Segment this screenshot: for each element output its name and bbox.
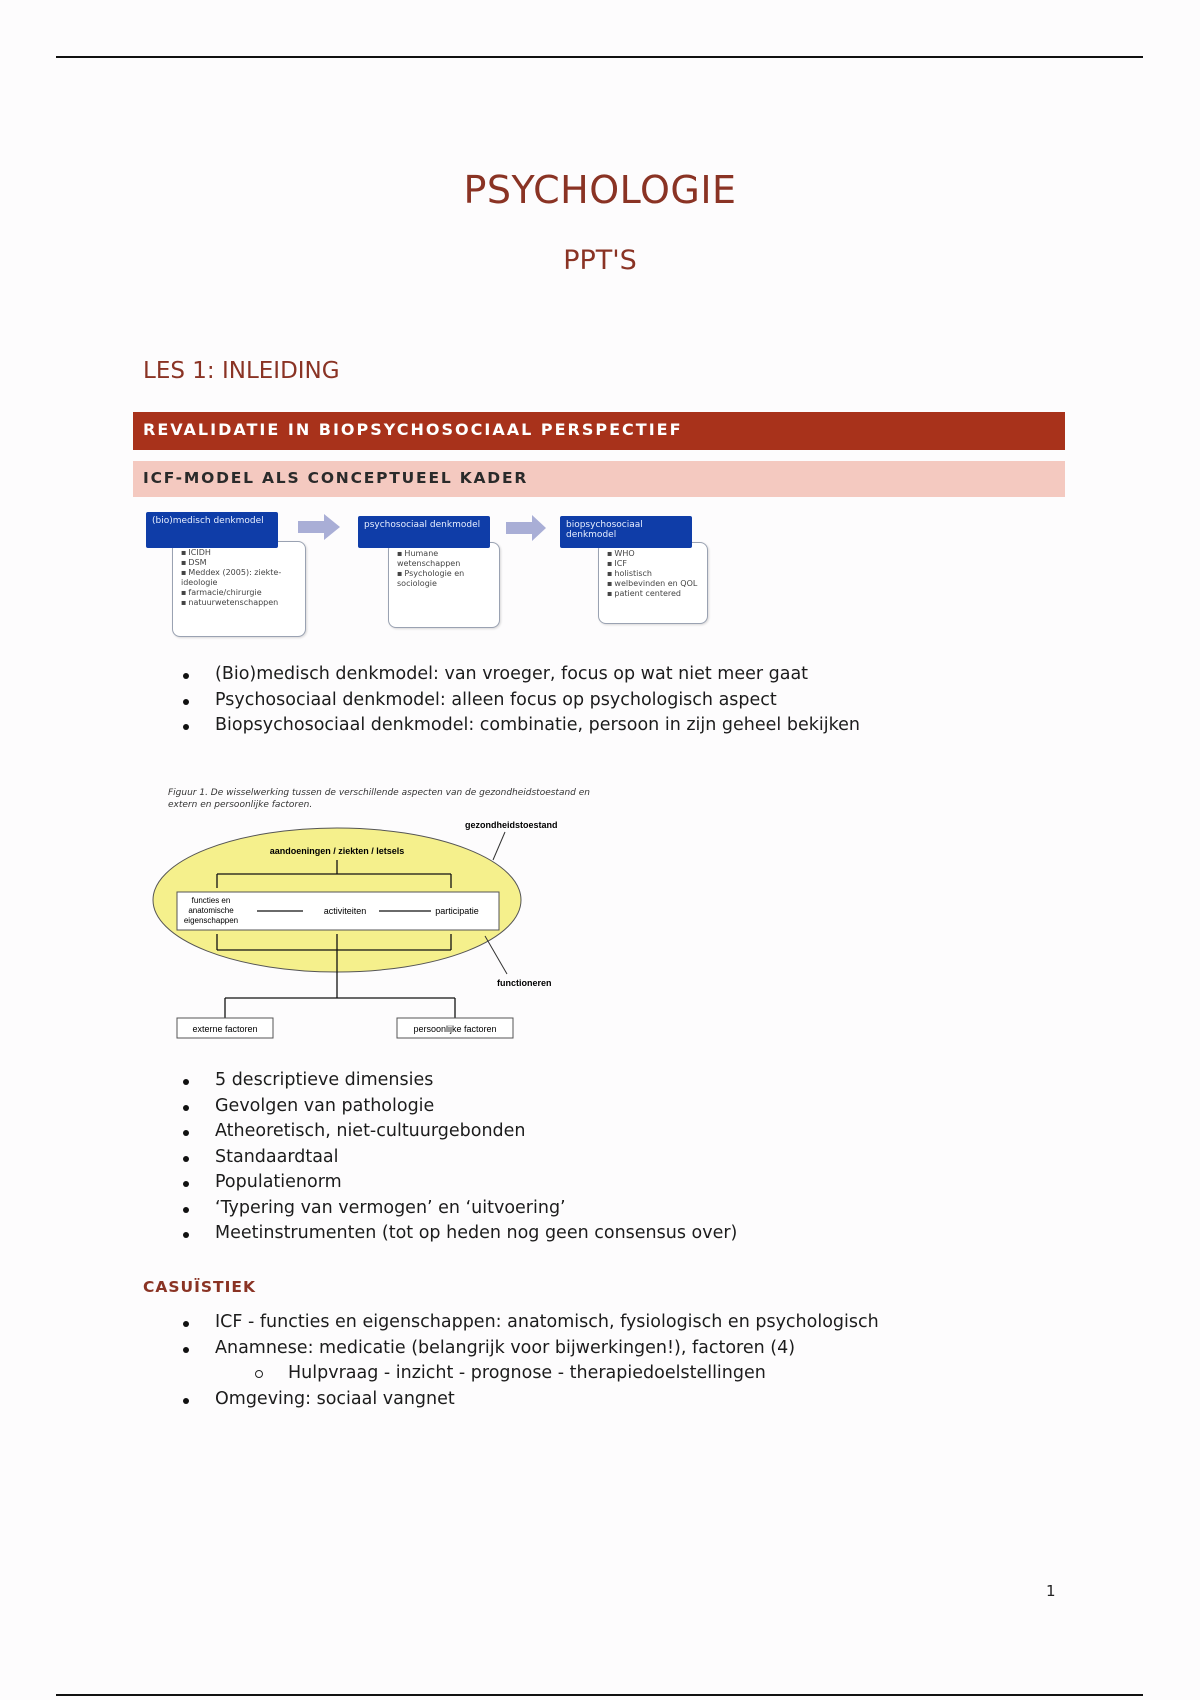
list-item: Meetinstrumenten (tot op heden nog geen consensus over) — [170, 1221, 737, 1247]
label-functions: functies en anatomische eigenschappen — [183, 896, 239, 925]
label-activities: activiteiten — [323, 906, 367, 916]
subsection-heading-bar: ICF-MODEL ALS CONCEPTUEEL KADER — [133, 461, 1065, 497]
model-item: ▪ WHO — [607, 549, 701, 559]
model-item: ▪ patient centered — [607, 589, 701, 599]
list-item: Populatienorm — [170, 1170, 737, 1196]
list-item: ‘Typering van vermogen’ en ‘uitvoering’ — [170, 1196, 737, 1222]
model-item: ▪ welbevinden en QOL — [607, 579, 701, 589]
label-participation: participatie — [435, 906, 479, 916]
document-subtitle: PPT'S — [563, 245, 637, 276]
icf-model-diagram — [145, 808, 605, 1048]
model-item: ▪ holistisch — [607, 569, 701, 579]
model-item: ▪ ICF — [607, 559, 701, 569]
top-rule — [56, 56, 1143, 58]
model-header: psychosociaal denkmodel — [358, 516, 490, 548]
bottom-rule — [56, 1694, 1143, 1696]
casuistiek-list — [170, 1310, 879, 1412]
model-items — [388, 542, 500, 628]
list-item: 5 descriptieve dimensies — [170, 1068, 737, 1094]
list-item: ICF - functies en eigenschappen: anatomisch, fysiologisch en psychologisch — [170, 1310, 879, 1336]
label-health: gezondheidstoestand — [465, 820, 558, 830]
label-disorders: aandoeningen / ziekten / letsels — [269, 846, 405, 856]
list-item: Anamnese: medicatie (belangrijk voor bijwerkingen!), factoren (4) — [170, 1336, 879, 1362]
right-arrow-icon — [506, 513, 550, 543]
document-title: PSYCHOLOGIE — [463, 168, 737, 212]
section-heading-bar: REVALIDATIE IN BIOPSYCHOSOCIAAL PERSPECTIEF — [133, 412, 1065, 450]
model-header: (bio)medisch denkmodel — [146, 512, 278, 548]
label-personal: persoonlijke factoren — [413, 1024, 497, 1034]
model-items — [598, 542, 708, 624]
list-item: Psychosociaal denkmodel: alleen focus op psychologisch aspect — [170, 688, 860, 714]
list-item: Atheoretisch, niet-cultuurgebonden — [170, 1119, 737, 1145]
casuistiek-heading: CASUÏSTIEK — [143, 1278, 256, 1296]
list-item: Omgeving: sociaal vangnet — [170, 1387, 879, 1413]
sub-list-item: Hulpvraag - inzicht - prognose - therapiedoelstellingen — [170, 1361, 879, 1387]
denkmodel-bullet-list — [170, 662, 860, 739]
model-item: ▪ ICIDH — [181, 548, 299, 558]
icf-properties-list — [170, 1068, 737, 1247]
model-item: ▪ Humane wetenschappen — [397, 549, 493, 569]
model-item: ▪ farmacie/chirurgie — [181, 588, 299, 598]
label-functioning: functioneren — [497, 978, 552, 988]
model-item: ▪ Meddex (2005): ziekte-ideologie — [181, 568, 299, 588]
list-item: Standaardtaal — [170, 1145, 737, 1171]
page-number: 1 — [1046, 1582, 1056, 1600]
figure-caption: Figuur 1. De wisselwerking tussen de verschillende aspecten van de gezondheidstoestand en extern en persoonlijke factoren. — [168, 788, 590, 810]
denkmodel-flow-figure — [142, 508, 722, 643]
model-item: ▪ DSM — [181, 558, 299, 568]
model-header: biopsychosociaal denkmodel — [560, 516, 692, 548]
list-item: Gevolgen van pathologie — [170, 1094, 737, 1120]
model-item: ▪ Psychologie en sociologie — [397, 569, 493, 589]
list-item: Biopsychosociaal denkmodel: combinatie, persoon in zijn geheel bekijken — [170, 713, 860, 739]
model-item: ▪ natuurwetenschappen — [181, 598, 299, 608]
chapter-heading: LES 1: INLEIDING — [143, 358, 340, 384]
list-item: (Bio)medisch denkmodel: van vroeger, focus op wat niet meer gaat — [170, 662, 860, 688]
right-arrow-icon — [298, 512, 342, 542]
model-items — [172, 541, 306, 637]
label-external: externe factoren — [192, 1024, 258, 1034]
